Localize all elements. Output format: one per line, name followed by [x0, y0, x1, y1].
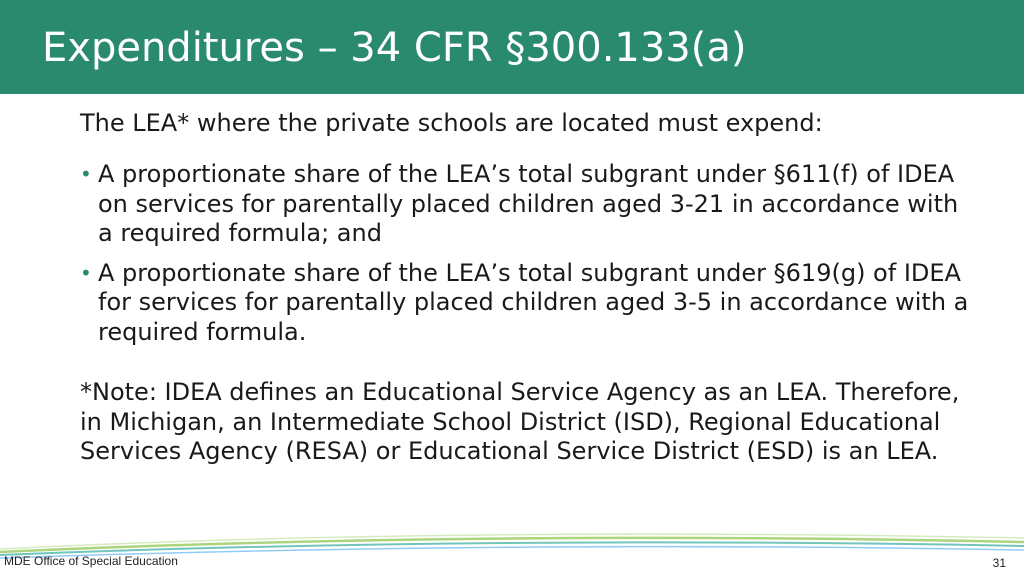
bullet-icon: •	[80, 162, 92, 186]
intro-text: The LEA* where the private schools are located must expend:	[80, 109, 823, 137]
bullet-item	[80, 160, 980, 249]
slide-title: Expenditures – 34 CFR §300.133(a)	[42, 25, 747, 71]
bullet-icon: •	[80, 260, 92, 285]
bullet-list	[80, 160, 980, 357]
page-number: 31	[992, 556, 1006, 570]
bullet-item	[80, 259, 980, 348]
bullet-text: A proportionate share of the LEA’s total subgrant under §619(g) of IDEA for services for parentally placed children aged 3-5 in accordance with a required formula.	[98, 258, 969, 346]
title-bar	[0, 0, 1024, 94]
bullet-text: A proportionate share of the LEA’s total subgrant under §611(f) of IDEA on services for parentally placed children aged 3-21 in accordance with a required formula; and	[98, 160, 959, 247]
footer-organization: MDE Office of Special Education	[4, 554, 178, 568]
note-text: *Note: IDEA defines an Educational Service Agency as an LEA. Therefore, in Michigan, an Intermediate School District (ISD), Regional Educational Services Agency (RESA) or Educational Service District (ESD) is an LEA.	[80, 378, 960, 465]
